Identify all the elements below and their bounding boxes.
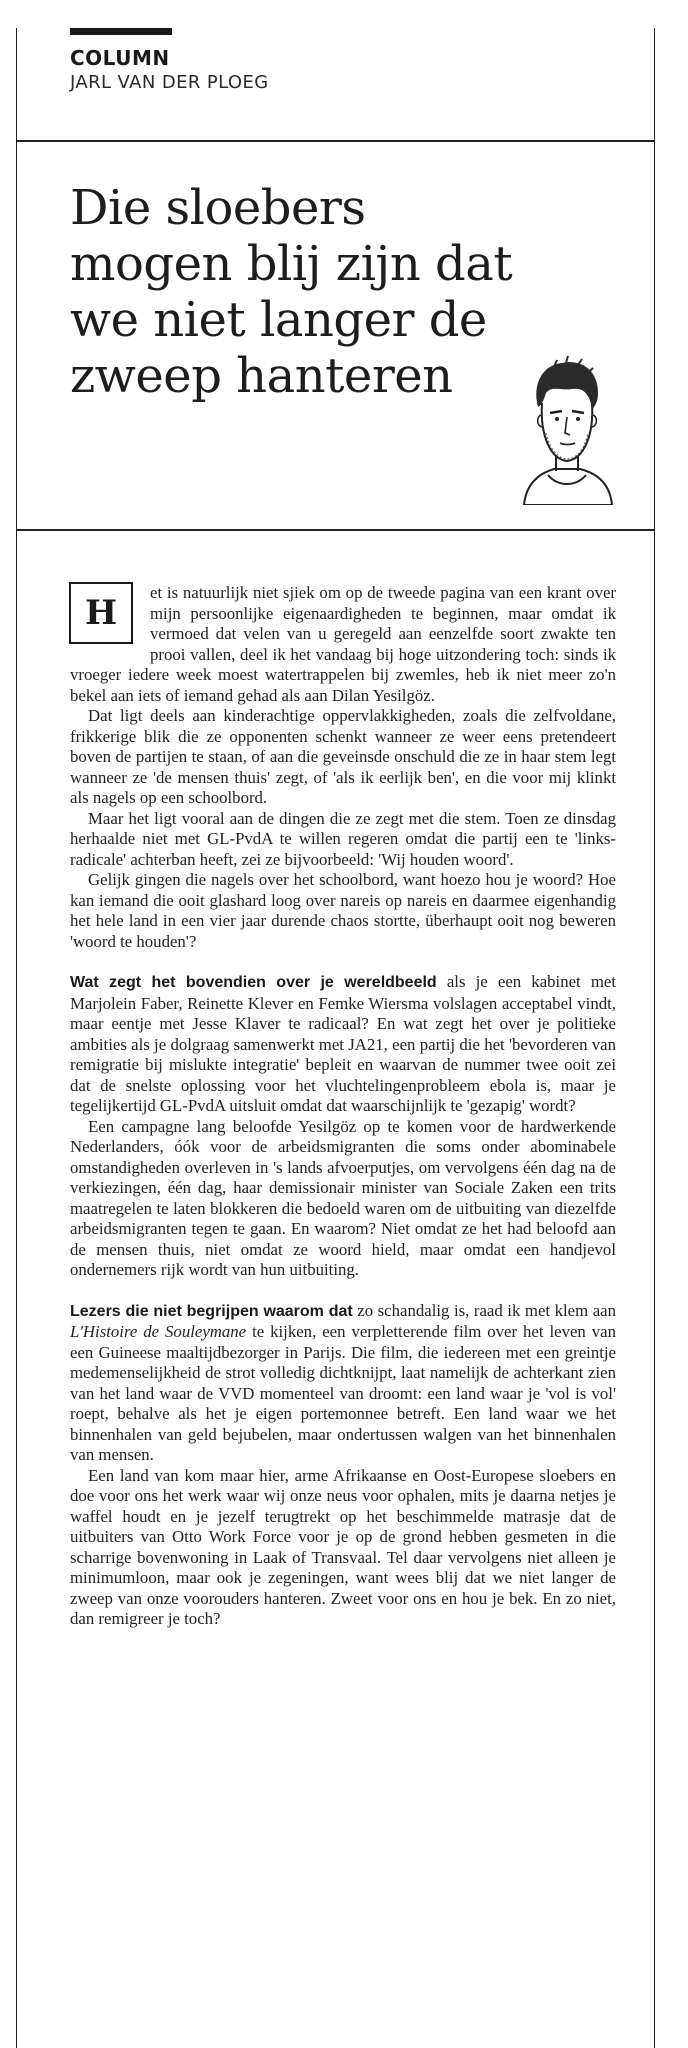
header-divider: [16, 140, 655, 142]
paragraph: et is natuurlijk niet sjiek om op de tweede pagina van een krant over mijn persoonlijke eigenaardigheden te beginnen, maar omdat ik vermoed dat velen van u geregeld aan eenzelfde soort zwakte ten prooi vallen, deel ik het vandaag bij hoge uitzondering toch: sinds ik vroeger iedere week moest watertrappelen bij zwemles, heb ik niet meer zo'n bekel aan iets of iemand gehad als aan Dilan Yesilgöz.: [70, 583, 616, 705]
article-body: [70, 583, 616, 1630]
headline: Die sloebers mogen blij zijn dat we niet langer de zweep hanteren: [70, 180, 513, 404]
author-byline: JARL VAN DER PLOEG: [70, 72, 269, 93]
section-kicker: COLUMN: [70, 46, 170, 70]
film-title: L'Histoire de Souleymane: [70, 1322, 247, 1341]
paragraph: Maar het ligt vooral aan de dingen die ze zegt met die stem. Toen ze dinsdag herhaalde niet met GL-PvdA te willen regeren omdat die partij een te 'links-radicale' achterban heeft, zei ze bijvoorbeeld: 'Wij houden woord'.: [70, 808, 616, 869]
section-lead: Wat zegt het bovendien over je wereldbeeld: [70, 974, 437, 991]
paragraph: Dat ligt deels aan kinderachtige oppervlakkigheden, zoals die zelfvoldane, frikkerige blik die ze opponenten schenkt wanneer ze weer eens pretendeert boven de partijen te staan, of aan die geveinsde onschuld die ze in haar stem legt wanneer ze 'de mensen thuis' zegt, of 'als ik eerlijk ben', en die voor mij klinkt als nagels op een schoolbord.: [70, 706, 616, 807]
paragraph: Lezers die niet begrijpen waarom dat zo schandalig is, raad ik met klem aan L'Histoire de Souleymane te kijken, een verpletterende film over het leven van een Guineese maaltijdbezorger in Parijs. Die film, die iedereen met een greintje medemenselijkheid de strot volledig dichtknijpt, laat namelijk de achterkant zien van het land waar de VVD momenteel van droomt: een land waar je 'vol is vol' roept, behalve als het je eigen portemonnee betreft. Een land waar we het binnenhalen van geld bejubelen, maar ondertussen walgen van het binnenhalen van mensen.: [70, 1300, 616, 1464]
column-tab-bar: [70, 28, 172, 35]
section-lead: Lezers die niet begrijpen waarom dat: [70, 1302, 353, 1320]
drop-cap: H: [69, 582, 133, 644]
paragraph: Een land van kom maar hier, arme Afrikaanse en Oost-Europese sloebers en doe voor ons het werk waar wij onze neus voor ophalen, mits je daarna netjes je waffel houdt en je jezelf terugtrekt op het beschimmelde matrasje dat de uitbuiters van Otto Work Force voor je op de grond hebben gesmeten in die scharrige bovenwoning in Laak of Transvaal. Tel daar vervolgens niet alleen je minimumloon, maar ook je zegeningen, want wees blij dat we niet langer de zweep van onze voorouders hanteren. Zweet voor ons en hou je bek. En zo niet, dan remigreer je toch?: [70, 1465, 616, 1628]
paragraph: Een campagne lang beloofde Yesilgöz op te komen voor de hardwerkende Nederlanders, óók voor de arbeidsmigranten die soms onder abominabele omstandigheden overleven in 's lands afvoerputjes, om vervolgens één dag na de verkiezingen, één dag, haar demissionair minister van Sociale Zaken een trits maatregelen te laten blokkeren die bedoeld waren om de uitbuiting van diezelfde arbeidsmigranten tegen te gaan. En waarom? Niet omdat ze het had beloofd aan de mensen thuis, niet omdat ze woord hield, maar omdat een handjevol ondernemers rijk wordt van hun uitbuiting.: [70, 1116, 616, 1279]
headline-divider: [16, 529, 655, 531]
paragraph: Wat zegt het bovendien over je wereldbeeld als je een kabinet met Marjolein Faber, Reinette Klever en Femke Wiersma volslagen acceptabel vindt, maar eentje met Jesse Klaver te radicaal? En wat zegt het over je politieke ambities als je dolgraag samenwerkt met JA21, een partij die het 'bevorderen van remigratie bij mislukte integratie' bepleit en waarvan de nummer twee ooit zei dat de snelste oplossing voor het vluchtelingenprobleem ebola is, maar je tegelijkertijd GL-PvdA uitsluit omdat dat waarschijnlijk te 'gezapig' wordt?: [70, 972, 616, 1115]
paragraph: Gelijk gingen die nagels over het schoolbord, want hoezo hou je woord? Hoe kan iemand die ooit glashard loog over nareis op nareis en daarmee eigenhandig het hele land in een vier jaar durende chaos stortte, überhaupt ooit nog beweren 'woord te houden'?: [70, 870, 616, 951]
author-portrait-icon: [518, 355, 616, 505]
